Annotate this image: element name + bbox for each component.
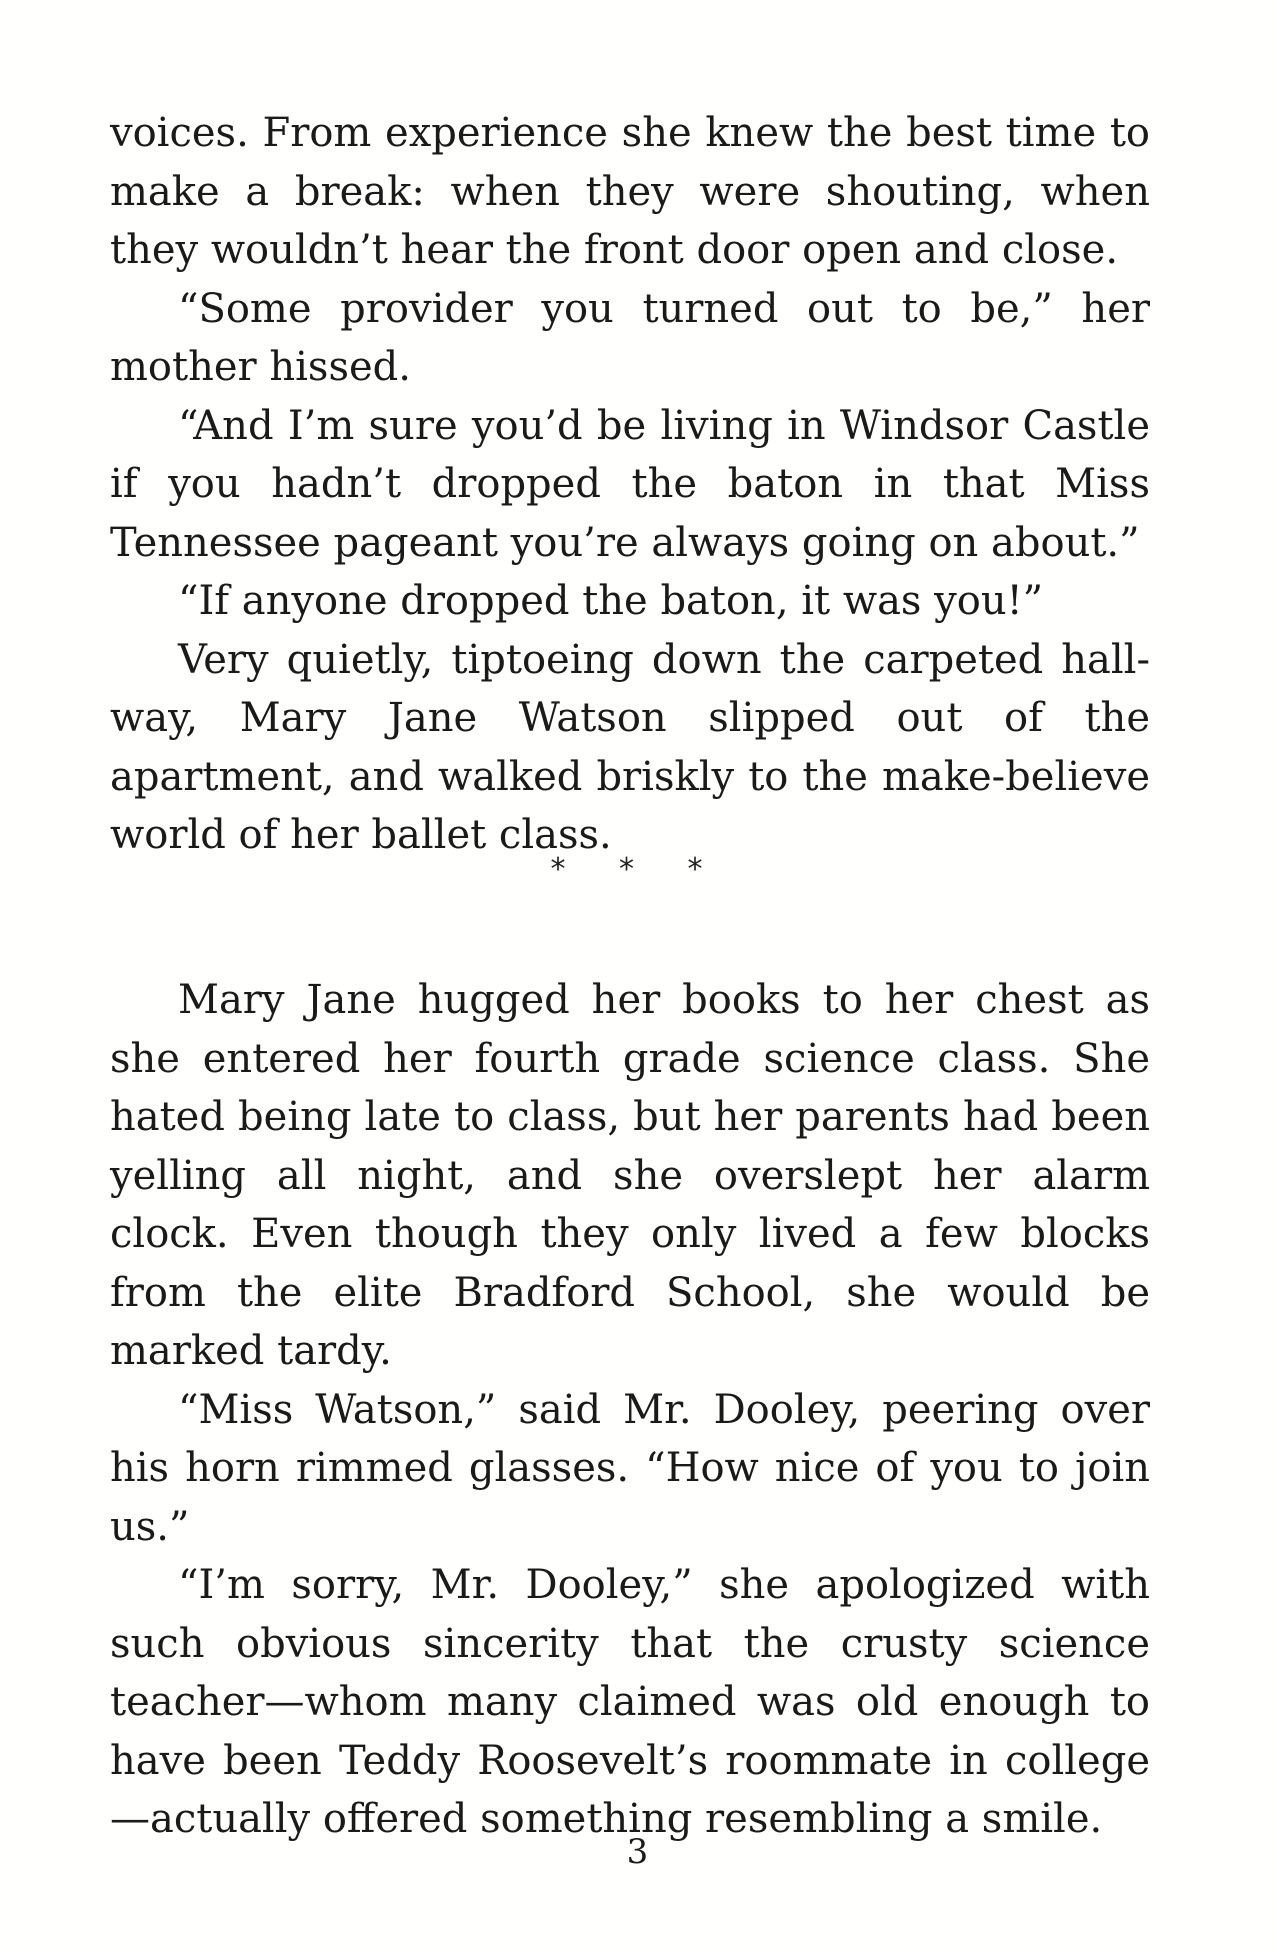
paragraph: “If anyone dropped the baton, it was you!” bbox=[178, 578, 1044, 624]
paragraph: “I’m sorry, Mr. Dooley,” she apologized with such obvious sincerity that the crusty science teacher—whom many claimed was old enough to have been Teddy Roosevelt’s roommate in college—actually offered something resembling a smile. bbox=[110, 1562, 1150, 1842]
paragraph: Very quietly, tiptoeing down the carpeted hall-way, Mary Jane Watson slipped out of the apartment, and walked briskly to the make-believe world of her ballet class. bbox=[110, 636, 1150, 858]
paragraph: “Miss Watson,” said Mr. Dooley, peering over his horn rimmed glasses. “How nice of you to join us.” bbox=[110, 1386, 1150, 1550]
paragraph: voices. From experience she knew the best time to make a break: when they were shouting, when they wouldn’t hear the front door open and close. bbox=[110, 110, 1150, 273]
paragraph: Mary Jane hugged her books to her chest as she entered her fourth grade science class. She hated being late to class, but her parents had been yelling all night, and she overslept her alarm clock. Even though they only lived a few blocks from the elite Bradford School, she would be marked tardy. bbox=[110, 977, 1150, 1374]
section-break: * * * bbox=[550, 852, 725, 887]
paragraph: “And I’m sure you’d be living in Windsor Castle if you hadn’t dropped the baton in that Miss Tennessee pageant you’re always going on about.” bbox=[110, 402, 1150, 566]
page-number: 3 bbox=[626, 1832, 649, 1872]
text-block-bottom bbox=[110, 971, 1150, 1849]
paragraph: “Some provider you turned out to be,” her mother hissed. bbox=[110, 285, 1150, 390]
text-block-top bbox=[110, 104, 1150, 865]
